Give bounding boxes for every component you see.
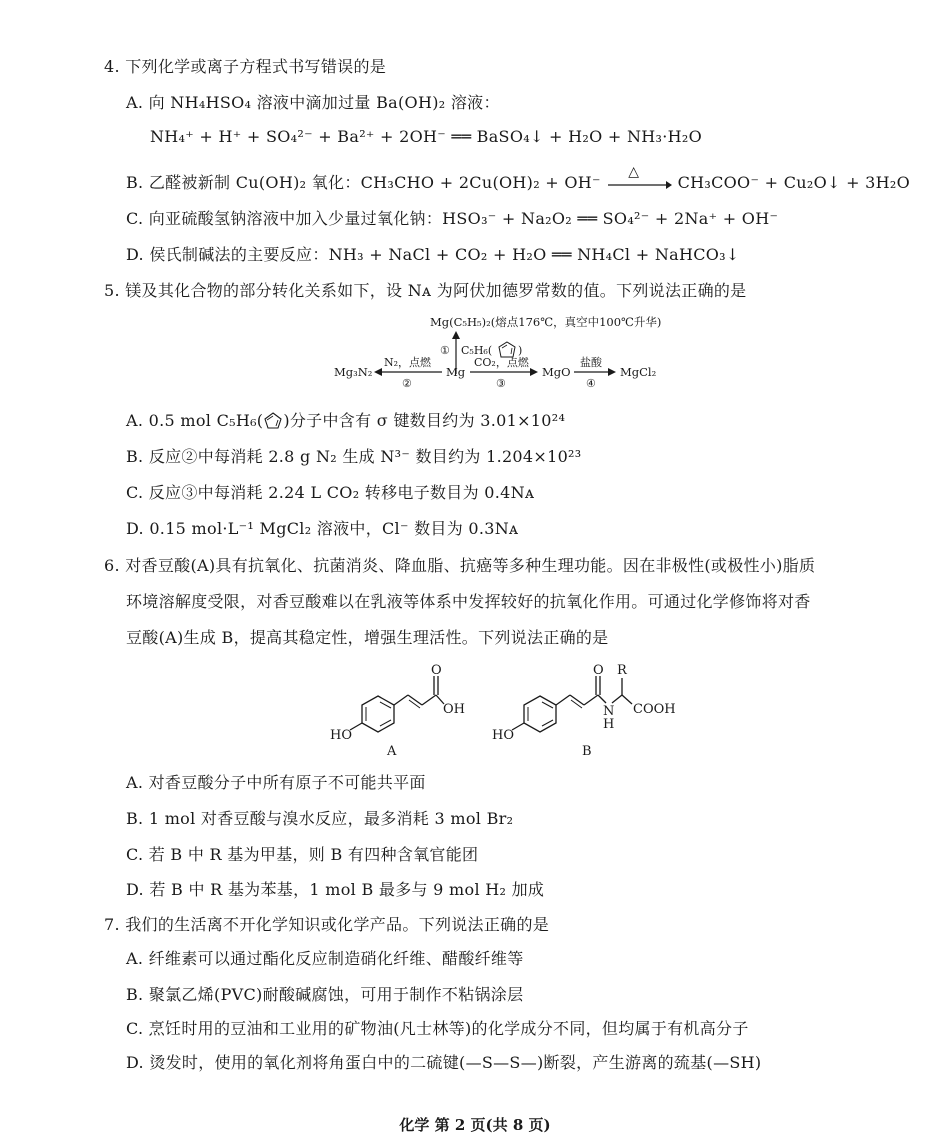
q7-stem: 7. 我们的生活离不开化学知识或化学产品。下列说法正确的是	[104, 915, 550, 934]
q4-option-c: C. 向亚硫酸氢钠溶液中加入少量过氧化钠：HSO₃⁻ + Na₂O₂ ══ SO₄²⁻ + 2Na⁺ + OH⁻	[126, 209, 779, 228]
q5-option-d: D. 0.15 mol·L⁻¹ MgCl₂ 溶液中，Cl⁻ 数目为 0.3Nᴀ	[126, 519, 519, 538]
structure-b-label: B	[582, 744, 592, 759]
q5-stem: 5. 镁及其化合物的部分转化关系如下，设 Nᴀ 为阿伏加德罗常数的值。下列说法正确的是	[104, 281, 747, 300]
reaction-3-reagent: CO₂，点燃	[474, 356, 529, 369]
reaction-2-number: ②	[402, 377, 412, 390]
reaction-3-number: ③	[496, 377, 506, 390]
q6-option-a: A. 对香豆酸分子中所有原子不可能共平面	[126, 773, 426, 792]
q7-option-d: D. 烫发时，使用的氧化剂将角蛋白中的二硫键(—S—S—)断裂，产生游离的巯基(—SH)	[126, 1053, 762, 1072]
svg-text:HO: HO	[492, 728, 514, 743]
q7-option-b: B. 聚氯乙烯(PVC)耐酸碱腐蚀，可用于制作不粘锅涂层	[126, 985, 524, 1004]
q4-option-b-lhs: B. 乙醛被新制 Cu(OH)₂ 氧化：CH₃CHO + 2Cu(OH)₂ + OH⁻	[126, 173, 601, 192]
q4-option-d: D. 侯氏制碱法的主要反应：NH₃ + NaCl + CO₂ + H₂O ══ NH₄Cl + NaHCO₃↓	[126, 245, 740, 264]
cyclopentadiene-icon	[263, 411, 283, 429]
q4-stem: 4. 下列化学或离子方程式书写错误的是	[104, 57, 387, 76]
q4-option-b	[126, 163, 911, 195]
q5-option-b: B. 反应②中每消耗 2.8 g N₂ 生成 N³⁻ 数目约为 1.204×10²³	[126, 447, 582, 466]
reaction-arrow-heat	[606, 163, 672, 195]
svg-text:OH: OH	[443, 702, 465, 717]
svg-text:N: N	[603, 704, 615, 719]
svg-text:COOH: COOH	[633, 702, 676, 717]
reaction-4-reagent: 盐酸	[580, 356, 602, 369]
q6-stem-line-3: 豆酸(A)生成 B，提高其稳定性，增强生理活性。下列说法正确的是	[126, 628, 609, 647]
svg-text:): )	[518, 344, 523, 357]
structure-b	[490, 660, 690, 790]
mg-label: Mg	[446, 365, 466, 379]
q5-option-a-post: )分子中含有 σ 键数目约为 3.01×10²⁴	[283, 411, 566, 430]
svg-text:O: O	[431, 663, 442, 678]
q5-option-a	[126, 410, 565, 432]
mg-cp2-label: Mg(C₅H₅)₂(熔点176℃，真空中100℃升华)	[430, 315, 662, 329]
heat-symbol: △	[628, 163, 640, 180]
q4-option-a-equation: NH₄⁺ + H⁺ + SO₄²⁻ + Ba²⁺ + 2OH⁻ ══ BaSO₄↓ + H₂O + NH₃·H₂O	[150, 127, 703, 146]
q5-reaction-scheme	[330, 312, 710, 392]
q6-stem-line-1: 6. 对香豆酸(A)具有抗氧化、抗菌消炎、降血脂、抗癌等多种生理功能。因在非极性(或极性小)脂质	[104, 556, 816, 575]
q4-option-b-rhs: CH₃COO⁻ + Cu₂O↓ + 3H₂O	[677, 173, 911, 192]
reaction-2-reagent: N₂，点燃	[384, 356, 432, 369]
q6-option-c: C. 若 B 中 R 基为甲基，则 B 有四种含氧官能团	[126, 845, 479, 864]
svg-text:O: O	[593, 663, 604, 678]
q4-option-a: A. 向 NH₄HSO₄ 溶液中滴加过量 Ba(OH)₂ 溶液：	[126, 93, 500, 112]
structure-a	[328, 660, 468, 790]
cyclopentadiene-icon	[499, 342, 515, 357]
page-footer: 化学 第 2 页(共 8 页)	[399, 1116, 551, 1134]
reaction-1-reagent: C₅H₆(	[461, 344, 493, 357]
reaction-4-number: ④	[586, 377, 596, 390]
svg-text:H: H	[603, 717, 615, 732]
q5-option-a-pre: A. 0.5 mol C₅H₆(	[126, 411, 264, 430]
q6-stem-line-2: 环境溶解度受限，对香豆酸难以在乳液等体系中发挥较好的抗氧化作用。可通过化学修饰将对香	[126, 592, 811, 611]
q6-option-b: B. 1 mol 对香豆酸与溴水反应，最多消耗 3 mol Br₂	[126, 809, 514, 828]
mgcl2-label: MgCl₂	[620, 365, 657, 379]
svg-text:R: R	[617, 663, 627, 678]
mg3n2-label: Mg₃N₂	[334, 365, 373, 379]
svg-text:HO: HO	[330, 728, 352, 743]
q7-option-a: A. 纤维素可以通过酯化反应制造硝化纤维、醋酸纤维等	[126, 949, 524, 968]
q7-option-c: C. 烹饪时用的豆油和工业用的矿物油(凡士林等)的化学成分不同，但均属于有机高分子	[126, 1019, 749, 1038]
q5-option-c: C. 反应③中每消耗 2.24 L CO₂ 转移电子数目为 0.4Nᴀ	[126, 483, 535, 502]
mgo-label: MgO	[542, 365, 571, 379]
reaction-1-number: ①	[440, 344, 450, 357]
structure-a-label: A	[387, 744, 397, 759]
q6-option-d: D. 若 B 中 R 基为苯基，1 mol B 最多与 9 mol H₂ 加成	[126, 880, 545, 899]
